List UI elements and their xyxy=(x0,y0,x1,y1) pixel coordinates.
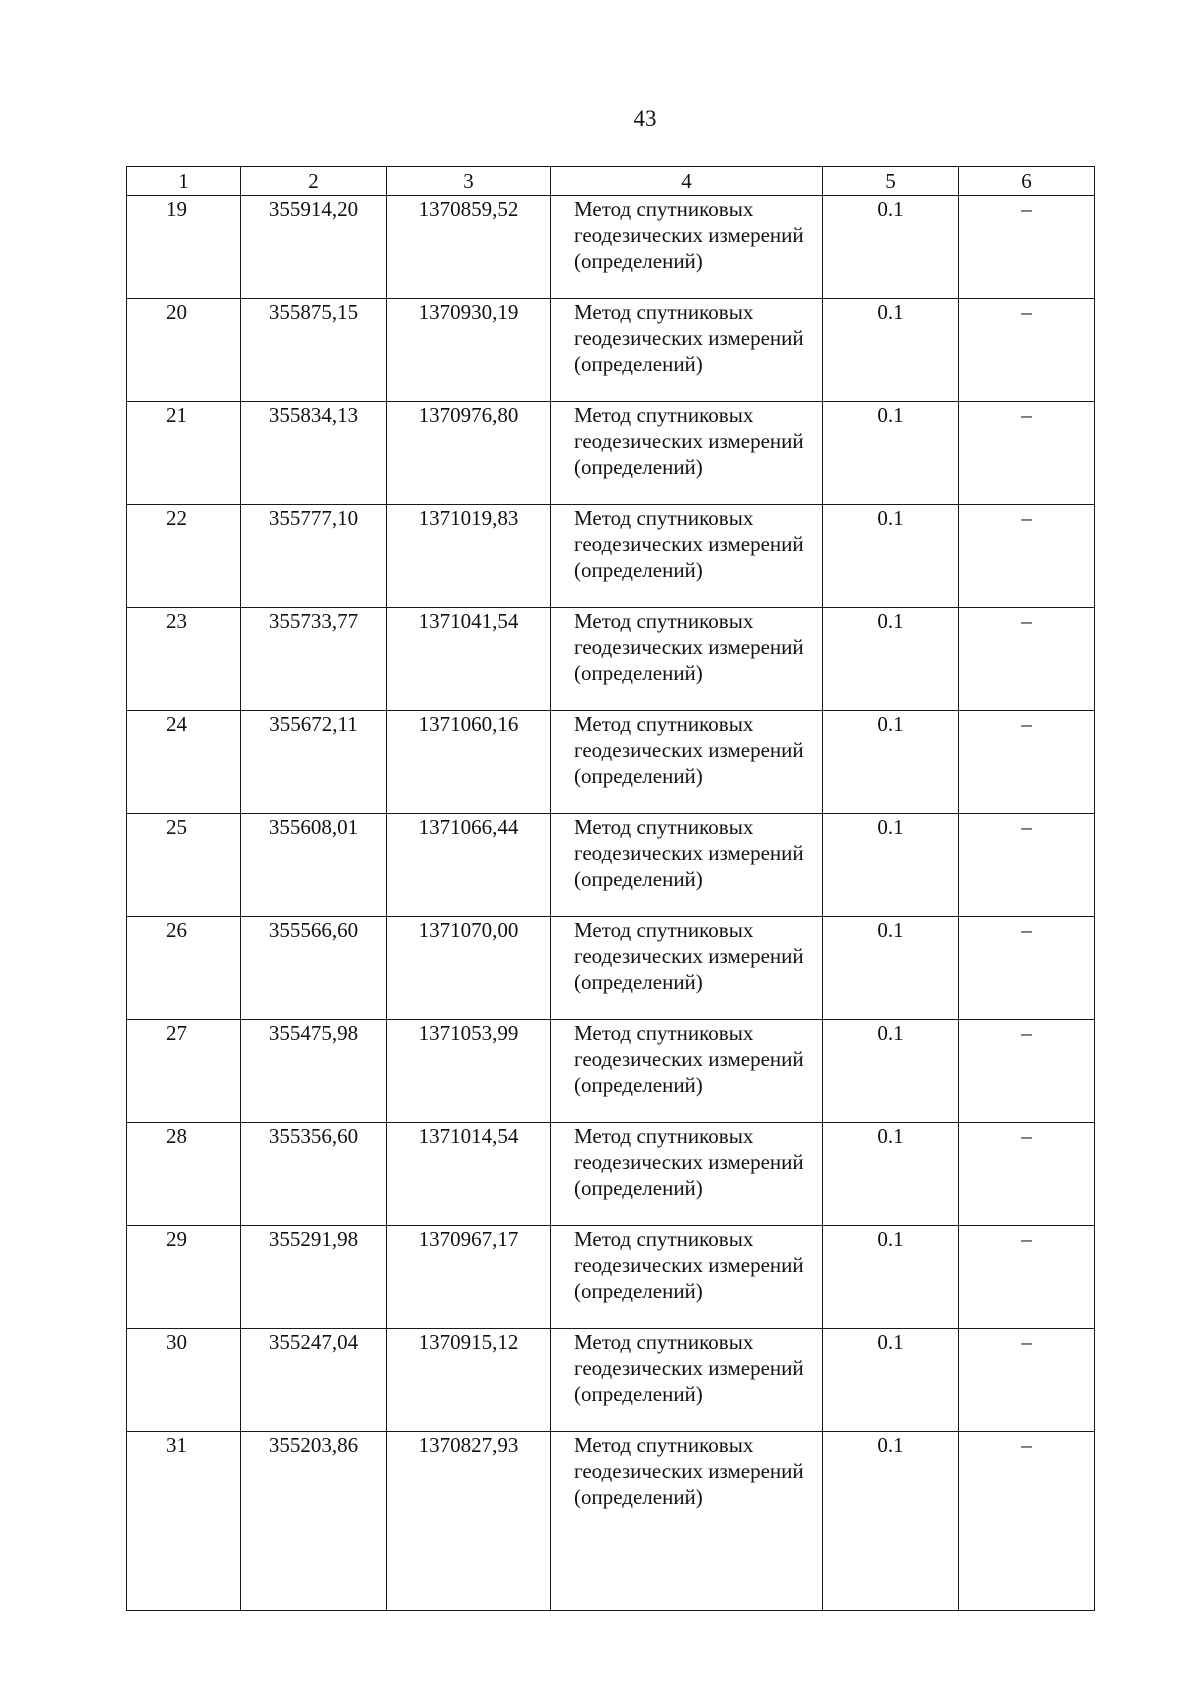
cell-x-coordinate: 355834,13 xyxy=(241,402,387,505)
column-header-1: 1 xyxy=(127,167,241,196)
table-row xyxy=(127,299,1095,402)
cell-point-number: 24 xyxy=(127,711,241,814)
cell-y-coordinate: 1370859,52 xyxy=(387,196,551,299)
cell-point-number: 20 xyxy=(127,299,241,402)
cell-x-coordinate: 355914,20 xyxy=(241,196,387,299)
cell-x-coordinate: 355875,15 xyxy=(241,299,387,402)
cell-point-number: 29 xyxy=(127,1226,241,1329)
cell-y-coordinate: 1371053,99 xyxy=(387,1020,551,1123)
cell-method: Метод спутниковых геодезических измерений (определений) xyxy=(551,1432,823,1611)
cell-accuracy: 0.1 xyxy=(823,917,959,1020)
cell-x-coordinate: 355203,86 xyxy=(241,1432,387,1611)
table-row xyxy=(127,505,1095,608)
cell-x-coordinate: 355475,98 xyxy=(241,1020,387,1123)
cell-point-number: 30 xyxy=(127,1329,241,1432)
cell-accuracy: 0.1 xyxy=(823,1020,959,1123)
cell-y-coordinate: 1370915,12 xyxy=(387,1329,551,1432)
table-body xyxy=(127,196,1095,1611)
column-header-2: 2 xyxy=(241,167,387,196)
table-row xyxy=(127,196,1095,299)
table-row xyxy=(127,917,1095,1020)
cell-accuracy: 0.1 xyxy=(823,1123,959,1226)
cell-method: Метод спутниковых геодезических измерений (определений) xyxy=(551,1226,823,1329)
cell-accuracy: 0.1 xyxy=(823,711,959,814)
page-number: 43 xyxy=(633,106,657,131)
table-row xyxy=(127,1329,1095,1432)
cell-method: Метод спутниковых геодезических измерений (определений) xyxy=(551,402,823,505)
cell-y-coordinate: 1371070,00 xyxy=(387,917,551,1020)
cell-accuracy: 0.1 xyxy=(823,196,959,299)
cell-accuracy: 0.1 xyxy=(823,299,959,402)
cell-note: – xyxy=(959,299,1095,402)
cell-x-coordinate: 355566,60 xyxy=(241,917,387,1020)
cell-method: Метод спутниковых геодезических измерений (определений) xyxy=(551,196,823,299)
cell-note: – xyxy=(959,917,1095,1020)
table-row xyxy=(127,1123,1095,1226)
cell-accuracy: 0.1 xyxy=(823,608,959,711)
cell-method: Метод спутниковых геодезических измерений (определений) xyxy=(551,1123,823,1226)
cell-y-coordinate: 1371066,44 xyxy=(387,814,551,917)
cell-point-number: 21 xyxy=(127,402,241,505)
table-row xyxy=(127,1432,1095,1611)
table-row xyxy=(127,814,1095,917)
cell-accuracy: 0.1 xyxy=(823,1226,959,1329)
cell-point-number: 22 xyxy=(127,505,241,608)
cell-point-number: 31 xyxy=(127,1432,241,1611)
column-header-5: 5 xyxy=(823,167,959,196)
cell-accuracy: 0.1 xyxy=(823,1329,959,1432)
cell-y-coordinate: 1370976,80 xyxy=(387,402,551,505)
cell-accuracy: 0.1 xyxy=(823,814,959,917)
cell-x-coordinate: 355777,10 xyxy=(241,505,387,608)
cell-y-coordinate: 1371060,16 xyxy=(387,711,551,814)
cell-method: Метод спутниковых геодезических измерений (определений) xyxy=(551,1020,823,1123)
cell-method: Метод спутниковых геодезических измерений (определений) xyxy=(551,917,823,1020)
cell-point-number: 23 xyxy=(127,608,241,711)
cell-y-coordinate: 1371041,54 xyxy=(387,608,551,711)
cell-accuracy: 0.1 xyxy=(823,1432,959,1611)
table-row xyxy=(127,402,1095,505)
cell-y-coordinate: 1371019,83 xyxy=(387,505,551,608)
cell-x-coordinate: 355672,11 xyxy=(241,711,387,814)
cell-note: – xyxy=(959,196,1095,299)
cell-method: Метод спутниковых геодезических измерений (определений) xyxy=(551,711,823,814)
cell-note: – xyxy=(959,402,1095,505)
cell-method: Метод спутниковых геодезических измерений (определений) xyxy=(551,814,823,917)
cell-method: Метод спутниковых геодезических измерений (определений) xyxy=(551,505,823,608)
cell-point-number: 27 xyxy=(127,1020,241,1123)
coordinates-table xyxy=(126,166,1095,1611)
table-row xyxy=(127,1226,1095,1329)
cell-note: – xyxy=(959,1020,1095,1123)
table-row xyxy=(127,608,1095,711)
column-header-6: 6 xyxy=(959,167,1095,196)
cell-point-number: 19 xyxy=(127,196,241,299)
cell-y-coordinate: 1370967,17 xyxy=(387,1226,551,1329)
cell-y-coordinate: 1370827,93 xyxy=(387,1432,551,1611)
cell-note: – xyxy=(959,1329,1095,1432)
cell-accuracy: 0.1 xyxy=(823,505,959,608)
cell-point-number: 28 xyxy=(127,1123,241,1226)
cell-note: – xyxy=(959,1123,1095,1226)
cell-method: Метод спутниковых геодезических измерений (определений) xyxy=(551,1329,823,1432)
cell-x-coordinate: 355247,04 xyxy=(241,1329,387,1432)
cell-note: – xyxy=(959,711,1095,814)
cell-x-coordinate: 355733,77 xyxy=(241,608,387,711)
cell-note: – xyxy=(959,505,1095,608)
cell-method: Метод спутниковых геодезических измерений (определений) xyxy=(551,299,823,402)
cell-point-number: 25 xyxy=(127,814,241,917)
cell-method: Метод спутниковых геодезических измерений (определений) xyxy=(551,608,823,711)
cell-x-coordinate: 355356,60 xyxy=(241,1123,387,1226)
table-row xyxy=(127,711,1095,814)
cell-note: – xyxy=(959,814,1095,917)
table-row xyxy=(127,1020,1095,1123)
cell-x-coordinate: 355291,98 xyxy=(241,1226,387,1329)
cell-point-number: 26 xyxy=(127,917,241,1020)
cell-note: – xyxy=(959,1226,1095,1329)
column-header-4: 4 xyxy=(551,167,823,196)
cell-y-coordinate: 1371014,54 xyxy=(387,1123,551,1226)
table-header-row xyxy=(127,167,1095,196)
cell-y-coordinate: 1370930,19 xyxy=(387,299,551,402)
cell-accuracy: 0.1 xyxy=(823,402,959,505)
column-header-3: 3 xyxy=(387,167,551,196)
cell-note: – xyxy=(959,1432,1095,1611)
cell-x-coordinate: 355608,01 xyxy=(241,814,387,917)
cell-note: – xyxy=(959,608,1095,711)
